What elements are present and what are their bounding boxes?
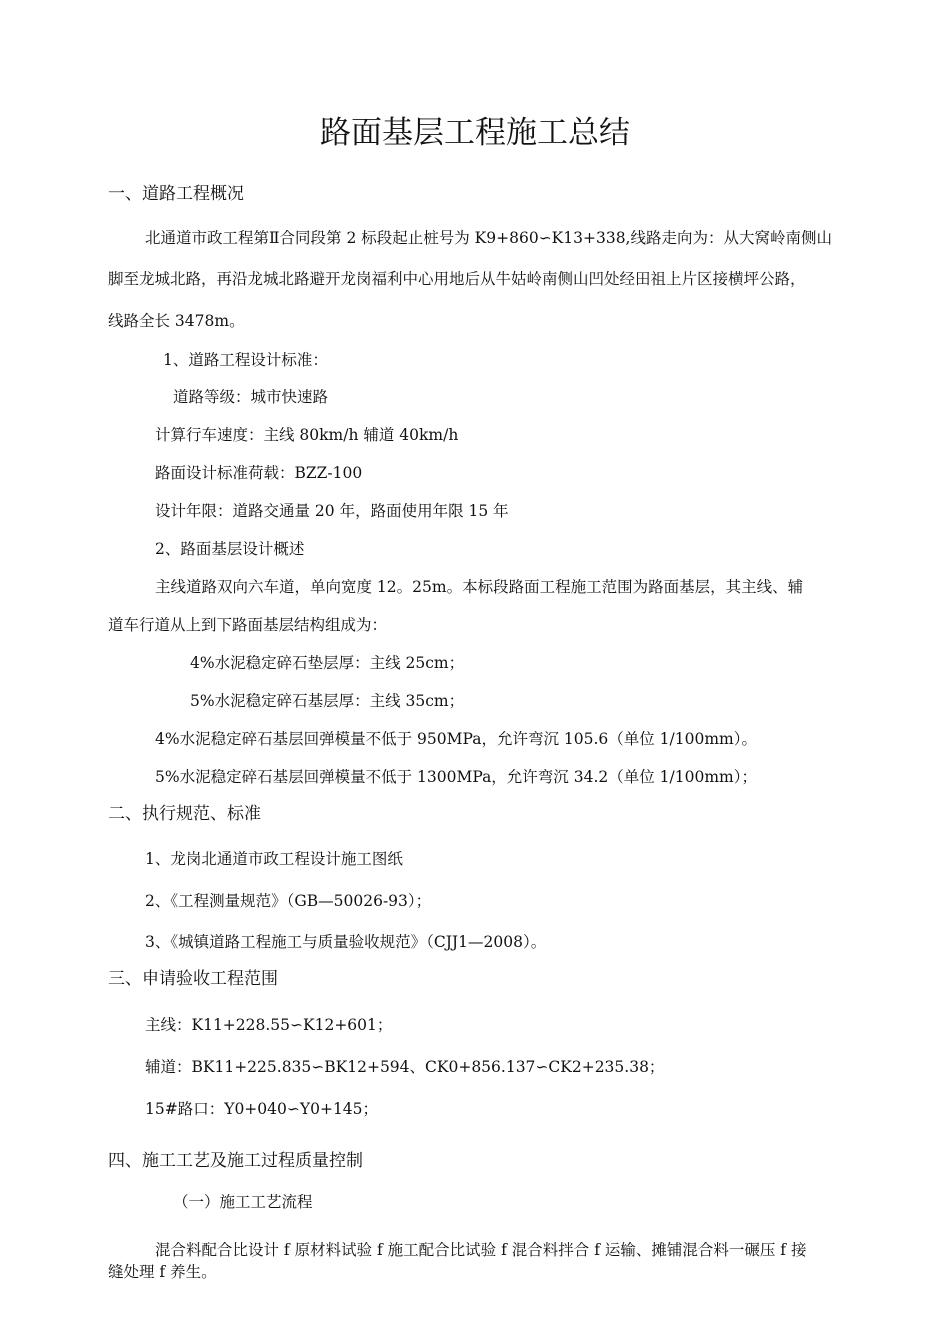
list-item: 主线：K11+228.55∽K12+601； [145,1016,393,1034]
list-item: 2、《工程测量规范》（GB—50026-93）； [145,892,432,910]
body-line: 道车行道从上到下路面基层结构组成为： [108,616,388,634]
section-heading-3: 三、申请验收工程范围 [108,969,278,989]
body-line: 4%水泥稳定碎石垫层厚：主线 25cm； [190,654,465,672]
subheading: 2、路面基层设计概述 [155,540,305,558]
list-item: 15#路口：Y0+040∽Y0+145； [145,1100,379,1118]
body-line: 线路全长 3478m。 [108,312,245,330]
body-line: 5%水泥稳定碎石基层回弹模量不低于 1300MPa，允许弯沉 34.2（单位 1/100mm）； [155,768,757,786]
list-item: 3、《城镇道路工程施工与质量验收规范》（CJJ1—2008）。 [145,933,547,951]
body-line: 北通道市政工程第Ⅱ合同段第 2 标段起止桩号为 K9+860∽K13+338,线路走向为：从大窝岭南侧山 [145,229,832,247]
body-line: 计算行车速度：主线 80km/h 辅道 40km/h [155,426,459,444]
body-line: 设计年限：道路交通量 20 年，路面使用年限 15 年 [155,502,509,520]
body-line: 混合料配合比设计 f 原材料试验 f 施工配合比试验 f 混合料拌合 f 运输、摊铺混合料一碾压 f 接 [155,1241,807,1259]
list-item: 1、龙岗北通道市政工程设计施工图纸 [145,850,403,868]
document-title: 路面基层工程施工总结 [320,115,630,151]
section-heading-4: 四、施工工艺及施工过程质量控制 [108,1151,363,1171]
body-line: 4%水泥稳定碎石基层回弹模量不低于 950MPa，允许弯沉 105.6（单位 1/100mm）。 [155,730,757,748]
section-heading-1: 一、道路工程概况 [108,184,244,204]
list-item: 辅道：BK11+225.835∽BK12+594、CK0+856.137∽CK2+235.38； [145,1058,665,1076]
body-line: 主线道路双向六车道，单向宽度 12。25m。本标段路面工程施工范围为路面基层，其主线、辅 [155,578,804,596]
body-line: 路面设计标准荷载：BZZ-100 [155,464,363,482]
subheading: 1、道路工程设计标准： [163,351,328,369]
body-line: 5%水泥稳定碎石基层厚：主线 35cm； [190,692,465,710]
body-line: 道路等级：城市快速路 [173,388,329,406]
body-line: 缝处理 f 养生。 [108,1263,217,1281]
subheading: （一）施工工艺流程 [173,1193,313,1211]
body-line: 脚至龙城北路，再沿龙城北路避开龙岗福利中心用地后从牛姑岭南侧山凹处经田祖上片区接横坪公路， [108,270,806,288]
section-heading-2: 二、执行规范、标准 [108,804,261,824]
